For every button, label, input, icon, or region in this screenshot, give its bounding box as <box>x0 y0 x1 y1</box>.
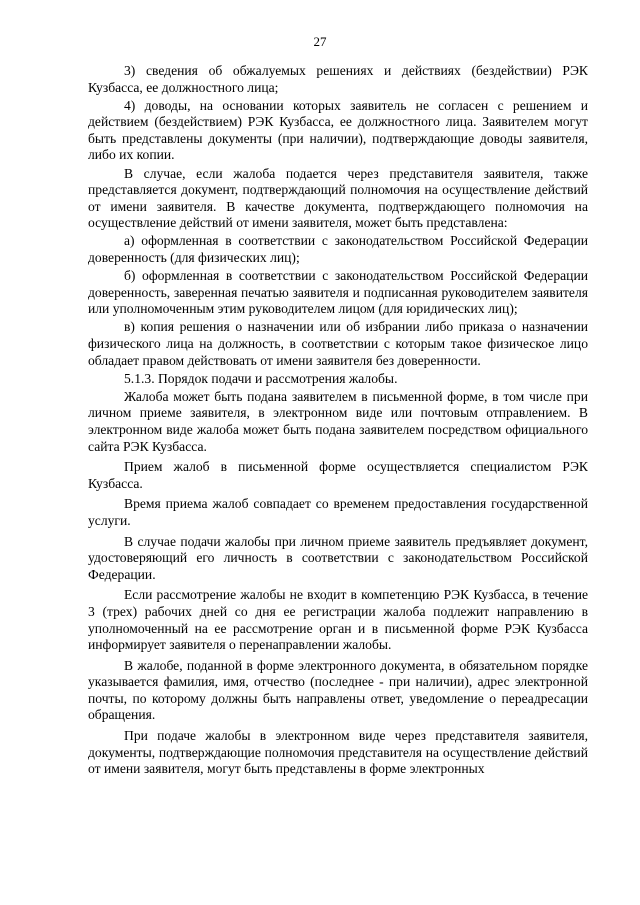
paragraph-submission: Жалоба может быть подана заявителем в письменной форме, в том числе при личном приеме заявителя, в электронном виде или почтовым отправлением. В электронном виде жалоба может быть подана заявителем посредством официального сайта РЭК Кузбасса. <box>88 388 588 454</box>
paragraph-option-a: а) оформленная в соответствии с законодательством Российской Федерации доверенность (для физических лиц); <box>88 233 588 266</box>
page-number: 27 <box>313 34 327 49</box>
paragraph-redirection: Если рассмотрение жалобы не входит в компетенцию РЭК Кузбасса, в течение 3 (трех) рабочих дней со дня ее регистрации жалоба подлежит направлению в уполномоченный на ее рассмотрение орган и в письменной форме РЭК Кузбасса информирует заявителя о перенаправлении жалобы. <box>88 587 588 653</box>
paragraph-electronic-document: В жалобе, поданной в форме электронного документа, в обязательном порядке указывается фамилия, имя, отчество (последнее - при наличии), адрес электронной почты, по которому должны быть направлены ответ, уведомление о переадресации обращения. <box>88 657 588 723</box>
paragraph-item-4: 4) доводы, на основании которых заявитель не согласен с решением и действием (бездействием) РЭК Кузбасса, ее должностного лица. Заявителем могут быть представлены документы (при наличии), подтверждающие доводы заявителя, либо их копии. <box>88 97 588 163</box>
paragraph-option-c: в) копия решения о назначении или об избрании либо приказа о назначении физического лица на должность, в соответствии с которым такое физическое лицо обладает правом действовать от имени заявителя без доверенности. <box>88 319 588 368</box>
paragraph-representative: В случае, если жалоба подается через представителя заявителя, также представляется документ, подтверждающий полномочия на осуществление действий от имени заявителя. В качестве документа, подтверждающего полномочия на осуществление действий от имени заявителя, может быть представлена: <box>88 165 588 231</box>
section-heading-5-1-3: 5.1.3. Порядок подачи и рассмотрения жалобы. <box>124 370 398 386</box>
paragraph-electronic-representative: При подаче жалобы в электронном виде через представителя заявителя, документы, подтверждающие полномочия представителя на осуществление действий от имени заявителя, могут быть представлены в форме электронных <box>88 728 588 777</box>
paragraph-personal-reception: В случае подачи жалобы при личном приеме заявитель предъявляет документ, удостоверяющий его личность в соответствии с законодательством Российской Федерации. <box>88 533 588 582</box>
paragraph-option-b: б) оформленная в соответствии с законодательством Российской Федерации доверенность, заверенная печатью заявителя и подписанная руководителем заявителя или уполномоченным этим руководителем лицом (для юридических лиц); <box>88 268 588 317</box>
paragraph-reception-time: Время приема жалоб совпадает со временем предоставления государственной услуги. <box>88 496 588 528</box>
paragraph-item-3: 3) сведения об обжалуемых решениях и действиях (бездействии) РЭК Кузбасса, ее должностного лица; <box>88 63 588 95</box>
document-body <box>88 63 588 779</box>
paragraph-written-acceptance: Прием жалоб в письменной форме осуществляется специалистом РЭК Кузбасса. <box>88 459 588 491</box>
